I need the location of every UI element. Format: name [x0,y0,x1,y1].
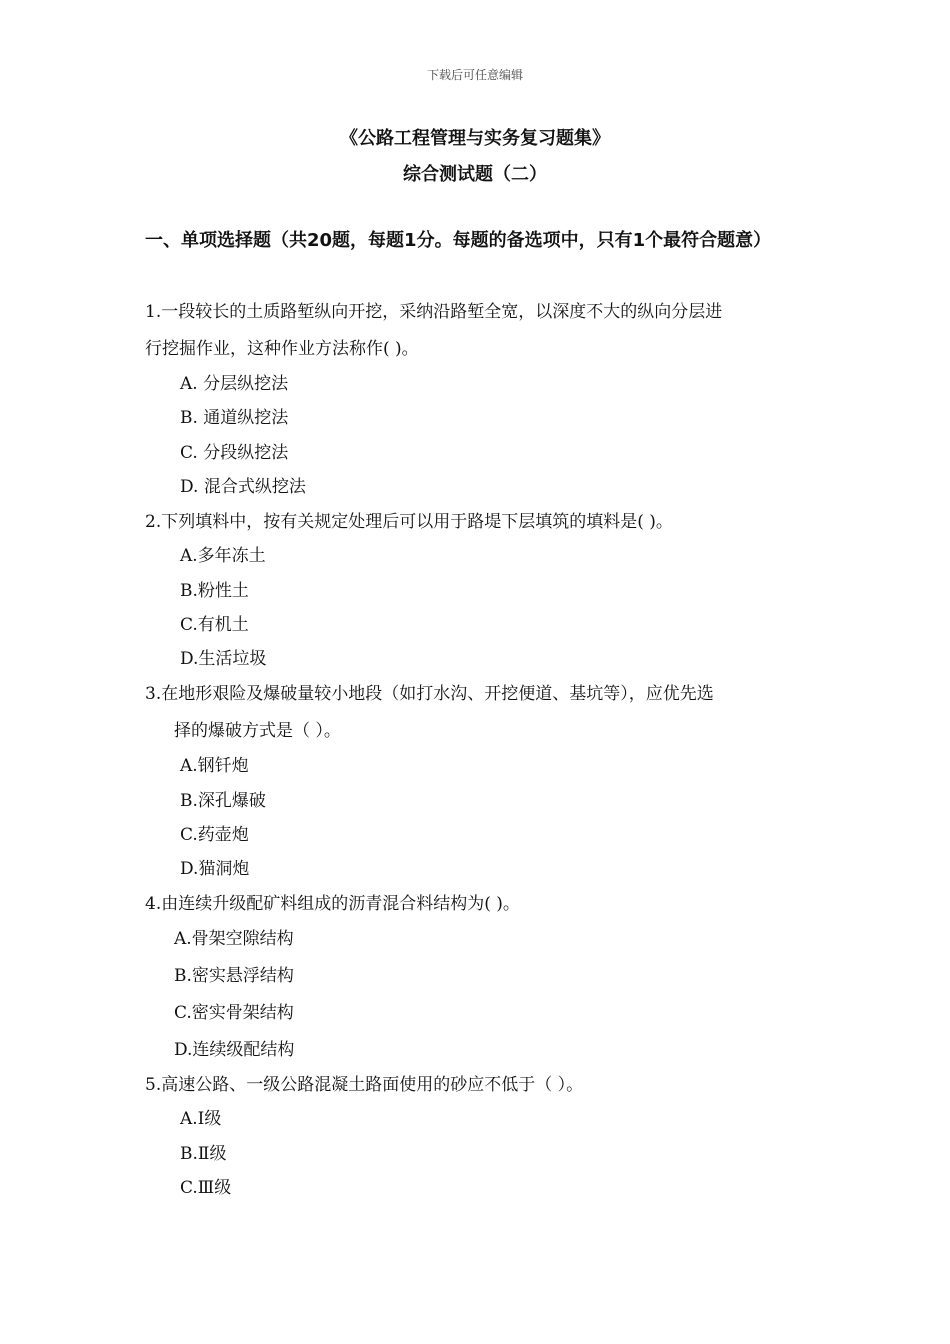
q1-stem-line2: 行挖掘作业，这种作业方法称作( )。 [145,339,419,359]
q4-stem: 4.由连续升级配矿料组成的沥青混合料结构为( )。 [145,894,520,914]
q3-option-d: D.猫洞炮 [180,859,250,879]
document-title: 《公路工程管理与实务复习题集》 [340,128,610,149]
q5-option-a: A.Ⅰ级 [180,1109,222,1129]
q5-option-c: C.Ⅲ级 [180,1178,232,1198]
q2-option-d: D.生活垃圾 [180,649,267,669]
q2-option-a: A.多年冻土 [180,546,266,566]
q1-option-a: A. 分层纵挖法 [180,374,289,394]
q1-option-c: C. 分段纵挖法 [180,443,289,463]
q4-option-a: A.骨架空隙结构 [174,929,294,949]
q3-stem-line2: 择的爆破方式是（ ）。 [174,721,341,741]
q4-option-d: D.连续级配结构 [174,1040,295,1060]
section-heading: 一、单项选择题（共20题，每题1分。每题的备选项中，只有1个最符合题意） [145,230,772,251]
q3-option-c: C.药壶炮 [180,825,249,845]
q2-option-b: B.粉性土 [180,581,249,601]
q1-stem-line1: 1.一段较长的土质路堑纵向开挖，采纳沿路堑全宽，以深度不大的纵向分层进 [145,302,723,322]
q3-option-b: B.深孔爆破 [180,791,266,811]
q3-stem-line1: 3.在地形艰险及爆破量较小地段（如打水沟、开挖便道、基坑等），应优先选 [145,684,714,704]
q5-option-b: B.Ⅱ级 [180,1144,227,1164]
q5-stem: 5.高速公路、一级公路混凝土路面使用的砂应不低于（ ）。 [145,1075,584,1095]
q1-option-d: D. 混合式纵挖法 [180,477,306,497]
header-note: 下载后可任意编辑 [426,68,523,82]
q2-option-c: C.有机土 [180,615,249,635]
q4-option-b: B.密实悬浮结构 [174,966,294,986]
document-subtitle: 综合测试题（二） [403,164,547,185]
q1-option-b: B. 通道纵挖法 [180,408,289,428]
q3-option-a: A.钢钎炮 [180,756,249,776]
q2-stem: 2.下列填料中，按有关规定处理后可以用于路堤下层填筑的填料是( )。 [145,512,673,532]
q4-option-c: C.密实骨架结构 [174,1003,294,1023]
